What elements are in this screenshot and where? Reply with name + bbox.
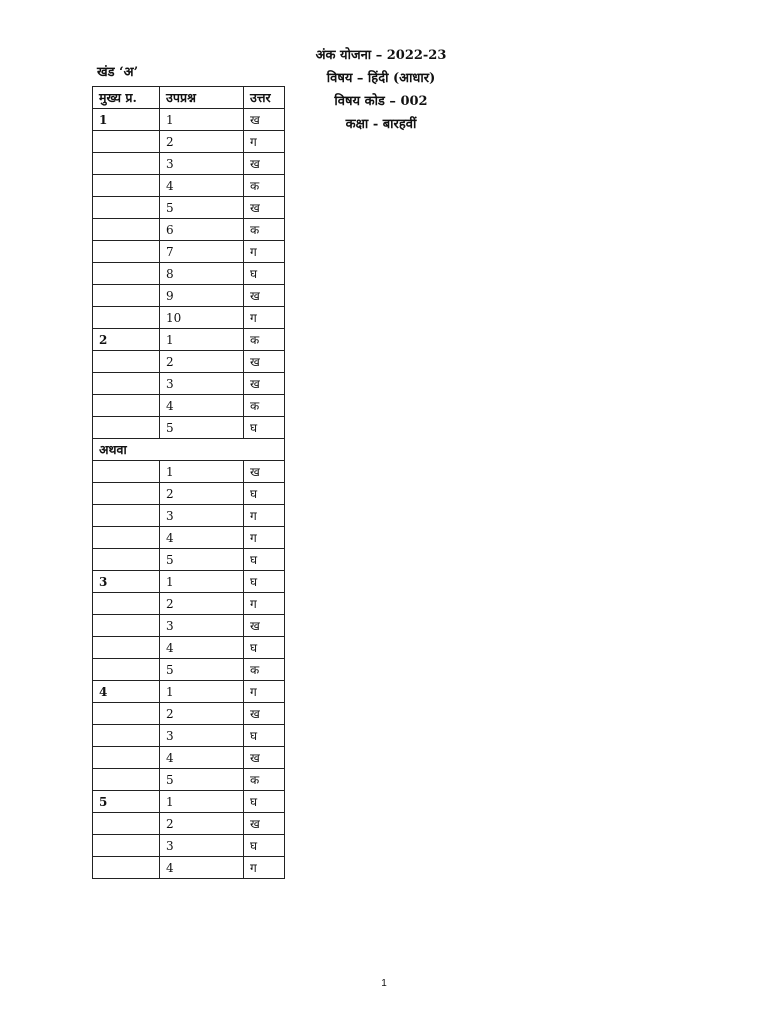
table-row [93, 153, 285, 175]
answer-cell: ख [244, 461, 285, 483]
main-question-cell: 2 [93, 329, 160, 351]
header-main-question: मुख्य प्र. [93, 87, 160, 109]
answer-cell: क [244, 329, 285, 351]
main-question-cell [93, 417, 160, 439]
main-question-cell [93, 153, 160, 175]
sub-question-cell: 8 [160, 263, 244, 285]
main-question-cell [93, 395, 160, 417]
table-row [93, 131, 285, 153]
section-label: खंड ‘अ’ [97, 65, 139, 80]
answer-cell: ख [244, 747, 285, 769]
main-question-cell [93, 175, 160, 197]
table-row [93, 329, 285, 351]
header-subject: विषय – हिंदी (आधार) [326, 71, 436, 86]
answer-cell: घ [244, 791, 285, 813]
table-row [93, 791, 285, 813]
table-row [93, 637, 285, 659]
main-question-cell [93, 593, 160, 615]
main-question-cell [93, 615, 160, 637]
table-row [93, 681, 285, 703]
table-row [93, 769, 285, 791]
main-question-cell [93, 637, 160, 659]
table-row [93, 219, 285, 241]
table-row [93, 747, 285, 769]
main-question-cell: 3 [93, 571, 160, 593]
answer-key-table [92, 86, 285, 879]
answer-cell: घ [244, 725, 285, 747]
sub-question-cell: 4 [160, 637, 244, 659]
sub-question-cell: 2 [160, 813, 244, 835]
table-row [93, 241, 285, 263]
sub-question-cell: 1 [160, 109, 244, 131]
table-row [93, 417, 285, 439]
answer-cell: ग [244, 307, 285, 329]
answer-cell: घ [244, 263, 285, 285]
main-question-cell [93, 549, 160, 571]
sub-question-cell: 3 [160, 505, 244, 527]
table-row [93, 197, 285, 219]
header-class: कक्षा - बारहवीं [345, 117, 417, 132]
sub-question-cell: 9 [160, 285, 244, 307]
main-question-cell [93, 219, 160, 241]
answer-cell: क [244, 219, 285, 241]
main-question-cell [93, 813, 160, 835]
main-question-cell [93, 857, 160, 879]
table-row [93, 461, 285, 483]
answer-cell: ग [244, 241, 285, 263]
page-number: 1 [381, 978, 387, 989]
main-question-cell [93, 351, 160, 373]
sub-question-cell: 6 [160, 219, 244, 241]
table-row [93, 615, 285, 637]
table-row [93, 527, 285, 549]
sub-question-cell: 5 [160, 197, 244, 219]
main-question-cell [93, 703, 160, 725]
answer-cell: घ [244, 483, 285, 505]
main-question-cell [93, 505, 160, 527]
sub-question-cell: 2 [160, 703, 244, 725]
table-row [93, 285, 285, 307]
table-row [93, 483, 285, 505]
table-row [93, 439, 285, 461]
table-row [93, 835, 285, 857]
sub-question-cell: 3 [160, 615, 244, 637]
main-question-cell [93, 725, 160, 747]
main-question-cell [93, 747, 160, 769]
answer-cell: घ [244, 417, 285, 439]
answer-cell: ख [244, 373, 285, 395]
main-question-cell: 1 [93, 109, 160, 131]
sub-question-cell: 3 [160, 835, 244, 857]
sub-question-cell: 10 [160, 307, 244, 329]
main-question-cell [93, 285, 160, 307]
sub-question-cell: 2 [160, 483, 244, 505]
answer-cell: ख [244, 813, 285, 835]
table-row [93, 351, 285, 373]
table-row [93, 703, 285, 725]
table-row [93, 307, 285, 329]
table-row [93, 505, 285, 527]
answer-cell: घ [244, 549, 285, 571]
sub-question-cell: 2 [160, 593, 244, 615]
main-question-cell [93, 263, 160, 285]
sub-question-cell: 5 [160, 769, 244, 791]
sub-question-cell: 5 [160, 659, 244, 681]
table-row [93, 395, 285, 417]
sub-question-cell: 1 [160, 791, 244, 813]
sub-question-cell: 4 [160, 747, 244, 769]
table-header-row [93, 87, 285, 109]
header-answer: उत्तर [244, 87, 285, 109]
sub-question-cell: 1 [160, 329, 244, 351]
sub-question-cell: 5 [160, 549, 244, 571]
answer-cell: क [244, 769, 285, 791]
main-question-cell [93, 461, 160, 483]
sub-question-cell: 5 [160, 417, 244, 439]
table-row [93, 373, 285, 395]
answer-cell: ख [244, 351, 285, 373]
main-question-cell: 4 [93, 681, 160, 703]
sub-question-cell: 4 [160, 175, 244, 197]
table-row [93, 813, 285, 835]
answer-cell: ख [244, 615, 285, 637]
answer-cell: ग [244, 505, 285, 527]
answer-key-body [93, 109, 285, 879]
sub-question-cell: 3 [160, 725, 244, 747]
answer-cell: ख [244, 285, 285, 307]
sub-question-cell: 4 [160, 527, 244, 549]
document-header [296, 44, 466, 136]
main-question-cell [93, 483, 160, 505]
answer-cell: क [244, 395, 285, 417]
table-row [93, 593, 285, 615]
answer-cell: घ [244, 637, 285, 659]
answer-cell: क [244, 175, 285, 197]
answer-cell: ख [244, 153, 285, 175]
table-row [93, 725, 285, 747]
answer-cell: ग [244, 857, 285, 879]
sub-question-cell: 2 [160, 131, 244, 153]
or-separator: अथवा [93, 439, 285, 461]
main-question-cell [93, 241, 160, 263]
header-sub-question: उपप्रश्न [160, 87, 244, 109]
main-question-cell: 5 [93, 791, 160, 813]
sub-question-cell: 3 [160, 153, 244, 175]
table-row [93, 263, 285, 285]
sub-question-cell: 7 [160, 241, 244, 263]
sub-question-cell: 1 [160, 461, 244, 483]
answer-cell: ग [244, 593, 285, 615]
main-question-cell [93, 659, 160, 681]
table-row [93, 571, 285, 593]
table-row [93, 175, 285, 197]
answer-cell: ख [244, 703, 285, 725]
answer-cell: घ [244, 571, 285, 593]
table-row [93, 549, 285, 571]
table-row [93, 109, 285, 131]
answer-cell: ख [244, 197, 285, 219]
table-row [93, 857, 285, 879]
main-question-cell [93, 835, 160, 857]
sub-question-cell: 4 [160, 857, 244, 879]
sub-question-cell: 1 [160, 571, 244, 593]
main-question-cell [93, 197, 160, 219]
header-subject-code: विषय कोड – 002 [334, 94, 428, 109]
main-question-cell [93, 527, 160, 549]
sub-question-cell: 4 [160, 395, 244, 417]
answer-cell: ग [244, 131, 285, 153]
sub-question-cell: 1 [160, 681, 244, 703]
main-question-cell [93, 307, 160, 329]
table-row [93, 659, 285, 681]
answer-cell: ग [244, 527, 285, 549]
answer-cell: ग [244, 681, 285, 703]
sub-question-cell: 2 [160, 351, 244, 373]
answer-cell: ख [244, 109, 285, 131]
answer-cell: घ [244, 835, 285, 857]
header-title: अंक योजना – 2022-23 [315, 48, 447, 63]
main-question-cell [93, 769, 160, 791]
answer-cell: क [244, 659, 285, 681]
main-question-cell [93, 131, 160, 153]
sub-question-cell: 3 [160, 373, 244, 395]
main-question-cell [93, 373, 160, 395]
